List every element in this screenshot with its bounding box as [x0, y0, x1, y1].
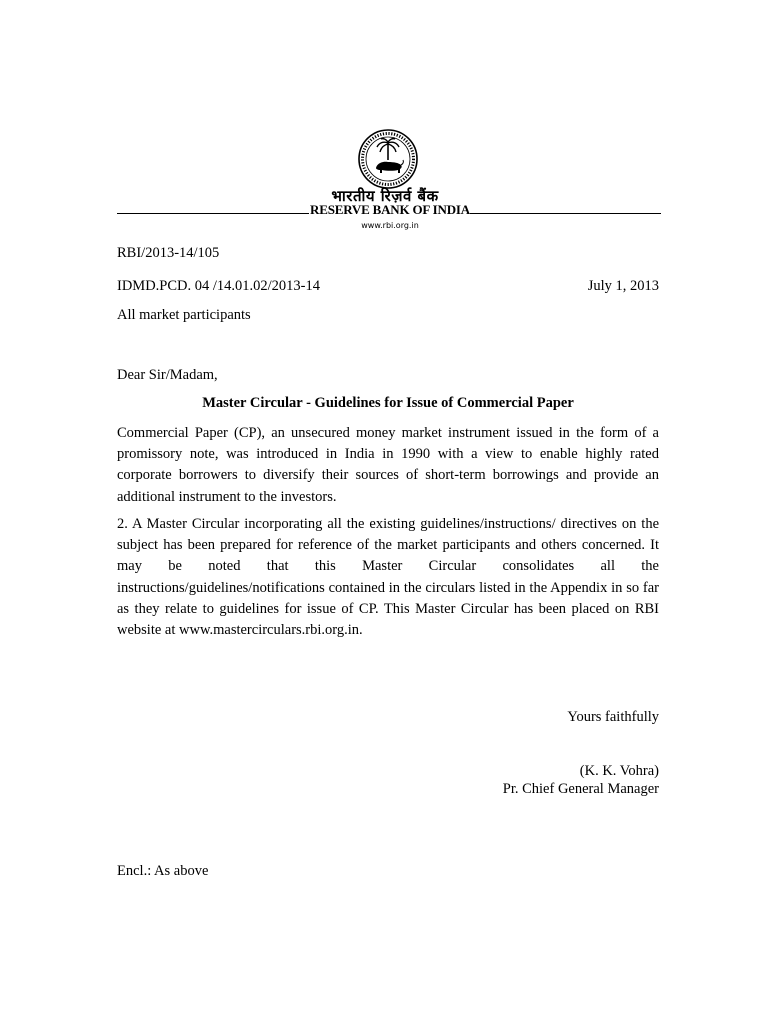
letter-date: July 1, 2013	[587, 278, 659, 294]
paragraph-1: Commercial Paper (CP), an unsecured money market instrument issued in the form of a promissory note, was introduced in India in 1990 with a view to enable highly rated corporate borrowers to diversify their sources of short-term borrowings and provide an additional instrument to the investors.	[117, 425, 659, 505]
bank-name-english: RESERVE BANK OF INDIA	[310, 202, 470, 217]
circular-number: RBI/2013-14/105	[117, 245, 220, 261]
bank-name-hindi: भारतीय रिज़र्व बैंक	[331, 187, 439, 205]
rbi-seal-logo	[357, 128, 419, 190]
salutation: Dear Sir/Madam,	[117, 367, 218, 383]
valediction: Yours faithfully	[567, 709, 659, 725]
paragraph-2: 2. A Master Circular incorporating all the existing guidelines/instructions/ directives on the subject has been prepared for reference of the market participants and others concerned. It may be noted that this Master Circular consolidates all the instructions/guidelines/notifications contained in the circulars listed in the Appendix in so far as they relate to guidelines for issue of CP. This Master Circular has been placed on RBI website at www.mastercirculars.rbi.org.in.	[117, 516, 659, 639]
letterhead-rule-right	[470, 213, 661, 214]
letterhead-rule-left	[117, 213, 309, 214]
signatory-designation: Pr. Chief General Manager	[502, 781, 659, 797]
department-reference: IDMD.PCD. 04 /14.01.02/2013-14	[117, 278, 321, 294]
enclosure-note: Encl.: As above	[117, 863, 209, 879]
subject-heading: Master Circular - Guidelines for Issue of Commercial Paper	[202, 395, 574, 411]
addressee: All market participants	[117, 307, 251, 323]
signatory-name: (K. K. Vohra)	[579, 763, 659, 779]
bank-website: www.rbi.org.in	[361, 221, 419, 230]
